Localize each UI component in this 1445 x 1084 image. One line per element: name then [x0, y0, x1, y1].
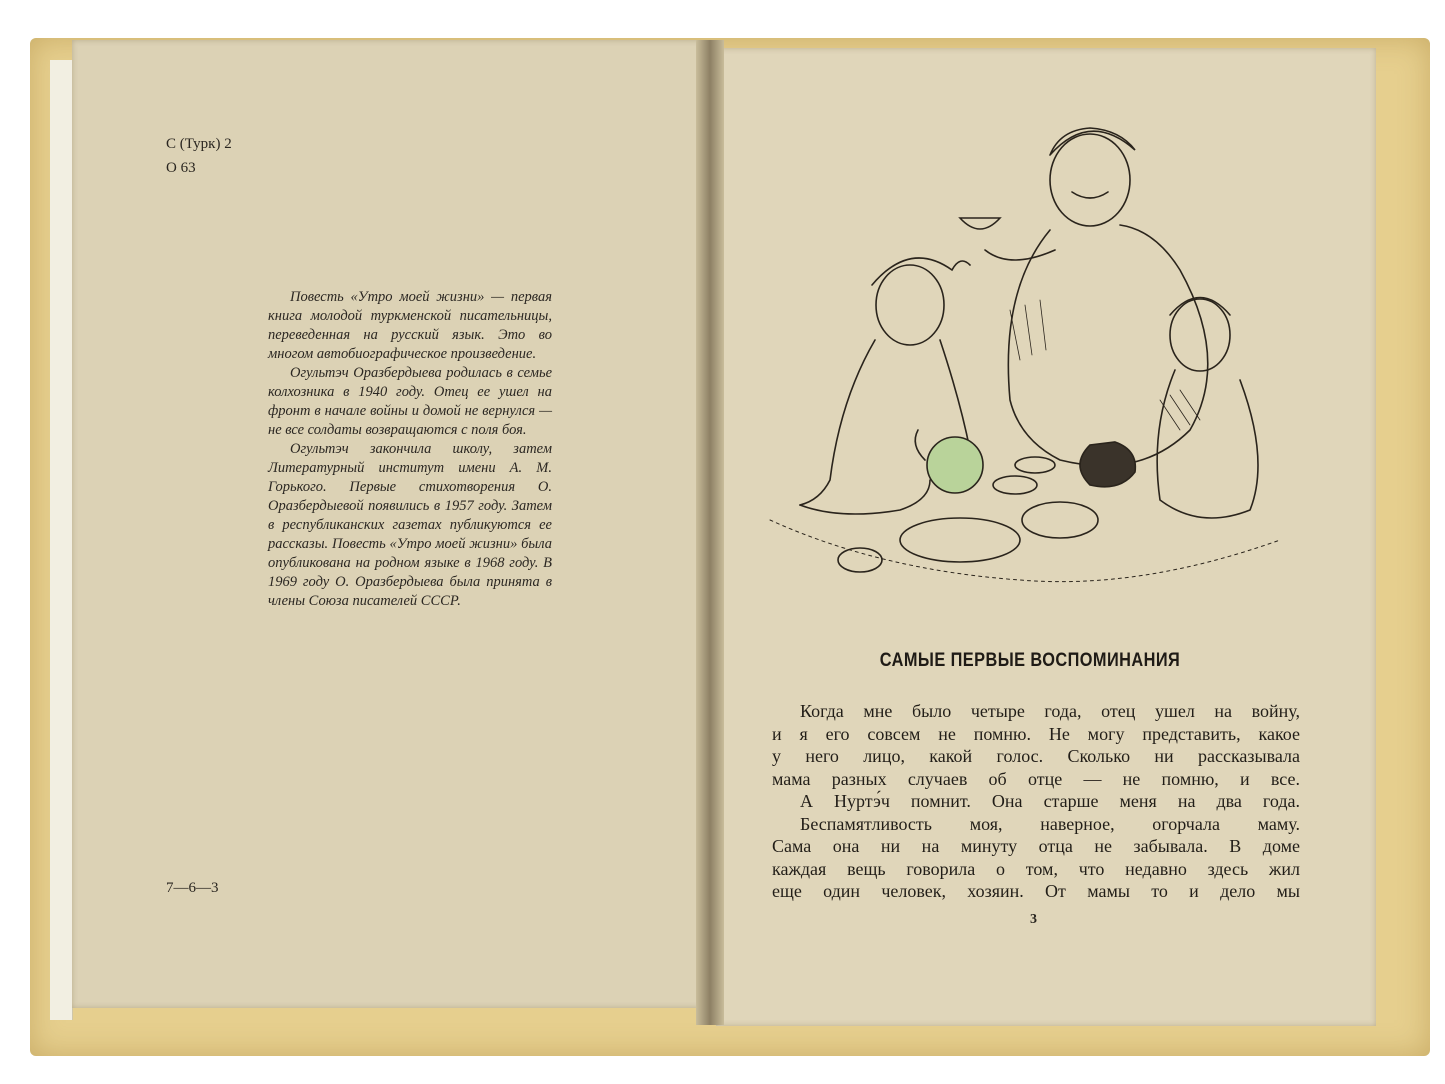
chapter-illustration — [760, 100, 1290, 605]
classification-code: С (Турк) 2 — [166, 136, 232, 152]
book-gutter — [696, 40, 724, 1025]
body-line: Беспамятливость моя, наверное, огорчала маму. — [800, 813, 1300, 834]
chapter-body — [772, 700, 1300, 903]
page-number: 3 — [1030, 912, 1037, 927]
body-line: каждая вещь говорила о том, что недавно здесь жил — [772, 858, 1300, 879]
author-mark: О 63 — [166, 160, 196, 176]
chapter-title: САМЫЕ ПЕРВЫЕ ВОСПОМИНАНИЯ — [879, 650, 1181, 671]
body-line: А Нуртэ́ч помнит. Она старше меня на два года. — [800, 791, 1300, 811]
body-line: Сама она ни на минуту отца не забывала. В доме — [772, 836, 1300, 856]
body-line: мама разных случаев об отце — не помню, и все. — [772, 768, 1300, 789]
annotation-paragraph: Огультэч Оразбердыева родилась в семье колхозника в 1940 году. Отец ее ушел на фронт в начале войны и домой не вернулся — не все солдаты возвращаются с поля боя. — [268, 365, 552, 438]
footer-code: 7—6—3 — [166, 880, 219, 896]
body-line: у него лицо, какой голос. Сколько ни рассказывала — [772, 746, 1300, 766]
annotation-paragraph: Повесть «Утро моей жизни» — первая книга молодой туркменской писательницы, переведенная на русский язык. Это во многом автобиографическое произведение. — [268, 289, 552, 362]
annotation — [268, 288, 552, 611]
body-line: еще один человек, хозяин. От мамы то и дело мы — [772, 881, 1300, 901]
spine-tape — [50, 60, 73, 1020]
body-line: Когда мне было четыре года, отец ушел на войну, — [800, 701, 1300, 721]
annotation-paragraph: Огультэч закончила школу, затем Литературный институт имени А. М. Горького. Первые стихотворения О. Оразбердыевой появились в 1957 году. Затем в республиканских газетах публикуются ее рассказы. Повесть «Утро моей жизни» была опубликована на родном языке в 1968 году. В 1969 году О. Оразбердыева была принята в члены Союза писателей СССР. — [268, 441, 552, 609]
body-line: и я его совсем не помню. Не могу представить, какое — [772, 723, 1300, 744]
